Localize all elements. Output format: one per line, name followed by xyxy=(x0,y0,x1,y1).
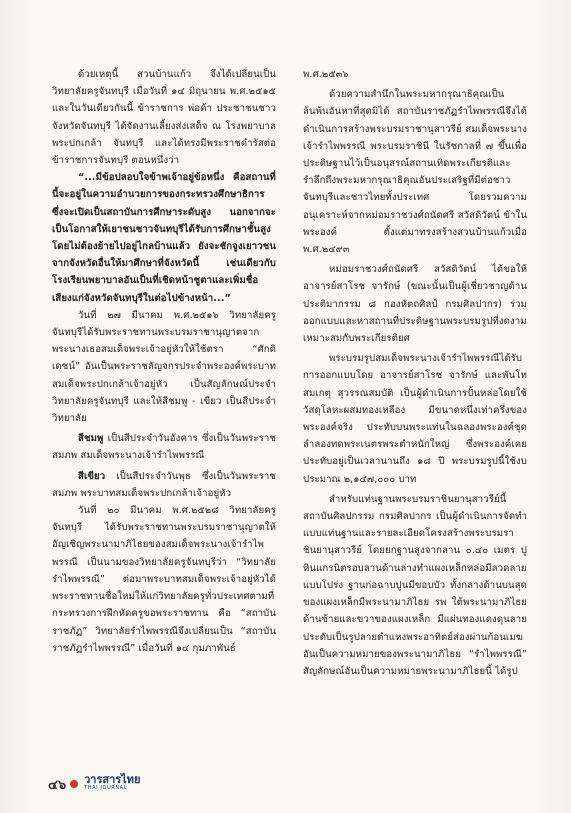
pink-label: สีชมพู xyxy=(78,433,104,445)
paragraph-pedestal: สำหรับแท่นฐานพระบรมราชินยานุสาวรีย์นี้สถาบันศิลปกรรม กรมศิลปากร เป็นผู้ดำเนินการจัดทำแบบแท่นฐานและรายละเอียดโครงสร้างพระบรมราชินยานุสาวรีย์ โดยยกฐานสูงจากลาน ๐.๔๐ เมตร ปูหินแกรนิตรอบลานด้านล่างทำแผงเหล็กหล่อมีลวดลายแบบโปร่ง ฐานก่อฉาบปูนมีขอบบัว ทั้งกลางด้านบนสุดของแผงเหล็กมีพระนามาภิไธย รพ ใต้พระนามาภิไธยด้านซ้ายและขวาของแผงเหล็ก มีแผ่นทองแดงดุนลายประดับเป็นรูปลายตำแหงพระอาทิตย์ส่องผ่านก้อนเมฆอันเป็นความหมายของพระนามาภิไธย “รำไพพรรณี” สัญลักษณ์อันเป็นความหมายพระนามาภิไธยนี้ ได้รูป xyxy=(303,493,527,677)
pink-text: เป็นสีประจำวันอังคาร ซึ่งเป็นวันพระราชสมภพ สมเด็จพระนางเจ้ารำไพพรรณี xyxy=(52,433,276,462)
paragraph-monument: ด้วยความสำนึกในพระมหากรุณาธิคุณเป็นล้นพ้นอันหาที่สุดมิได้ สถาบันราชภัฏรำไพพรรณีจึงได้ดำเนินการสร้างพระบรมราชานุสาวรีย์ สมเด็จพระนางเจ้ารำไพพรรณี พระบรมราชินี ในรัชกาลที่ ๗ ขึ้นเพื่อประดิษฐานไว้เป็นอนุสรณ์สถานเทิดพระเกียรติและรำลึกถึงพระมหากรุณาธิคุณอันประเสริฐที่มีต่อชาวจันทบุรีและชาวไทยทั้งประเทศ โดยรวมความอนุเคราะห์จากหม่อมราชวงศ์ถนัดศรี สวัสดิวัตน์ ข้าในพระองค์ ตั้งแต่มาทรงสร้างสวนบ้านแก้วเมื่อ พ.ศ.๒๔๙๓ xyxy=(303,89,527,256)
logo-subtext: THAI JOURNAL xyxy=(84,785,128,791)
logo-text: วารสารไทย xyxy=(84,773,141,786)
paragraph-pink-color xyxy=(52,430,276,464)
journal-logo xyxy=(84,775,140,793)
page-footer xyxy=(48,772,140,796)
page-number: ๔๖ xyxy=(48,777,67,793)
paragraph-statue: พระบรมรูปสมเด็จพระนางเจ้ารำไพพรรณีได้รับการออกแบบโดย อาจารย์สาโรช จารักษ์ และพันโทสมเกตุ สุวรรณสมบัติ เป็นผู้ดำเนินการปั้นหล่อโดยใช้วัสดุโลหะผสมทองเหลือง มีขนาดหนึ่งเท่าครึ่งของพระองค์จริง ประทับบนพระแท่นในฉลองพระองค์ชุดลำลองทดพระเนตรพระตำหนักใหญ่ ซึ่งพระองค์เคยประทับอยู่เป็นเวลานานถึง ๑๘ ปี พระบรมรูปนี้ใช้งบประมาณ ๒,๑๔๗,๐๐๐ บาท xyxy=(303,353,527,485)
green-label: สีเขียว xyxy=(78,470,106,482)
paragraph-college-name: วันที่ ๒๐ มีนาคม พ.ศ.๒๕๒๘ วิทยาลัยครูจันทบุรี ได้รับพระราชทานพระบรมราชานุญาตให้อัญเชิญพระนามาภิไธยของสมเด็จพระนางเจ้ารำไพพรรณี เป็นนามของวิทยาลัยครูจันทบุรีว่า “วิทยาลัยรำไพพรรณี” ต่อมาพระบาทสมเด็จพระเจ้าอยู่หัวได้พระราชทานชื่อใหม่ให้แก่วิทยาลัยครูทั่วประเทศตามที่กระทรวงการฝึกหัดครูขอพระราชทาน คือ “สถาบันราชภัฏ” วิทยาลัยรำไพพรรณีจึงเปลี่ยนเป็น “สถาบันราชภัฏรำไพพรรณี” เมื่อวันที่ ๑๔ กุมภาพันธ์ xyxy=(52,505,276,654)
paragraph-1: ด้วยเหตุนี้ สวนบ้านแก้ว จึงได้เปลี่ยนเป็นวิทยาลัยครูจันทบุรี เมื่อวันที่ ๑๔ มิถุนายน พ.ศ.๒๕๑๕ และในวันเดียวกันนี้ ข้าราชการ พ่อค้า ประชาชนชาวจังหวัดจันทบุรี ได้จัดงานเลี้ยงส่งเสด็จ ณ โรงพยาบาลพระปกเกล้า จันทบุรี และได้ทรงมีพระราชดำรัสต่อข้าราชการจันทบุรี ตอนหนึ่งว่า xyxy=(52,69,276,167)
paragraph-year: พ.ศ.๒๕๓๖ xyxy=(303,69,349,80)
right-column xyxy=(303,66,527,680)
paragraph-green-color xyxy=(52,468,276,502)
journal-logo-icon xyxy=(70,780,78,788)
left-column xyxy=(52,66,276,657)
royal-speech-quote: “...มีข้อปลอบใจข้าพเจ้าอยู่ข้อหนึ่ง คือสถานที่นี้จะอยู่ในความอำนวยการของกระทรวงศึกษาธิการ ซึ่งจะเปิดเป็นสถาบันการศึกษาระดับสูง นอกจากจะเป็นโอกาสให้เยาชนชาวจันทบุรีได้รับการศึกษาชั้นสูง โดยไม่ต้องย้ายไปอยู่ไกลบ้านแล้ว ยังจะชักจูงเยาวชนจากจังหวัดอื่นให้มาศึกษาที่จังหวัดนี้ เช่นเดียวกับโรงเรียนพยาบาลอันเป็นที่เชิดหน้าชูตาและเพิ่มชื่อเสียงแก่จังหวัดจันทบุรีในต่อไปข้างหน้า...” xyxy=(52,172,276,304)
paragraph-emblem: วันที่ ๒๗ มีนาคม พ.ศ.๒๕๑๖ วิทยาลัยครูจันทบุรีได้รับพระราชทานพระบรมราชานุญาตจากพระนางเธอสมเด็จพระเจ้าอยู่หัวให้ใช้ตรา “ศักดิเดชน์” อันเป็นพระราชลัญจกรประจำพระองค์พระบาทสมเด็จพระปกเกล้าเจ้าอยู่หัว เป็นสัญลักษณ์ประจำวิทยาลัยครูจันทบุรี และให้สีชมพู - เขียว เป็นสีประจำวิทยาลัย xyxy=(52,309,276,425)
paragraph-designer: หม่อมราชวงศ์ถนัดศรี สวัสดิวัตน์ ได้ขอให้อาจารย์สาโรช จารักษ์ (ขณะนั้นเป็นผู้เชี่ยวชาญด้านประติมากรรม ๘ กองหัตถศิลป์ กรมศิลปากร) ร่วมออกแบบและหาสถานที่ประดิษฐานพระบรมรูปที่งดงามเหมาะสมกับพระเกียรติยศ xyxy=(303,264,527,345)
green-text: เป็นสีประจำวันพุธ ซึ่งเป็นวันพระราชสมภพ พระบาทสมเด็จพระปกเกล้าเจ้าอยู่หัว xyxy=(52,470,276,499)
